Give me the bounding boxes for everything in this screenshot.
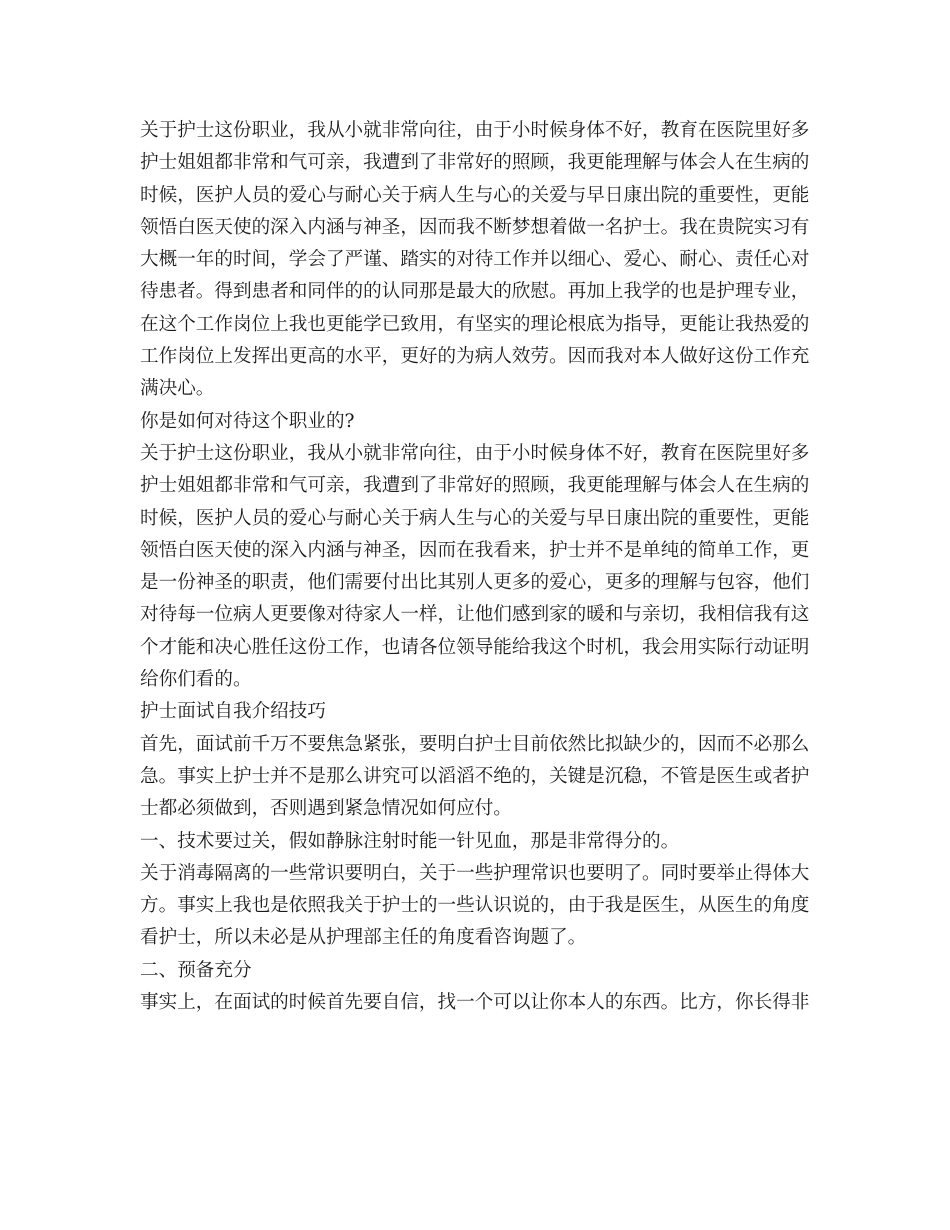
text-line: 看护士，所以未必是从护理部主任的角度看咨询题了。 bbox=[140, 927, 587, 949]
paragraph-5 bbox=[140, 987, 820, 1019]
text-line: 是一份神圣的职责，他们需要付出比其别人更多的爱心，更多的理解与包容，他们 bbox=[140, 572, 810, 594]
text-line: 对待每一位病人更要像对待家人一样，让他们感到家的暖和与亲切，我相信我有这 bbox=[140, 604, 810, 626]
text-line: 士都必须做到，否则遇到紧急情况如何应付。 bbox=[140, 798, 512, 820]
paragraph-2 bbox=[140, 438, 820, 696]
text-line: 领悟白医天使的深入内涵与神圣，因而在我看来，护士并不是单纯的简单工作，更 bbox=[140, 539, 810, 561]
text-line: 你是如何对待这个职业的? bbox=[140, 410, 355, 432]
text-line: 时候，医护人员的爱心与耐心关于病人生与心的关爱与早日康出院的重要性，更能 bbox=[140, 184, 810, 206]
text-line: 首先，面试前千万不要焦急紧张，要明白护士目前依然比拟缺少的，因而不必那么 bbox=[140, 733, 810, 755]
text-line: 二、预备充分 bbox=[140, 959, 252, 981]
text-line: 关于护士这份职业，我从小就非常向往，由于小时候身体不好，教育在医院里好多 bbox=[140, 442, 810, 464]
heading-preparation bbox=[140, 955, 820, 987]
text-line: 领悟白医天使的深入内涵与神圣，因而我不断梦想着做一名护士。我在贵院实习有 bbox=[140, 216, 810, 238]
text-line: 方。事实上我也是依照我关于护士的一些认识说的，由于我是医生，从医生的角度 bbox=[140, 895, 810, 917]
text-line: 护士姐姐都非常和气可亲，我遭到了非常好的照顾，我更能理解与体会人在生病的 bbox=[140, 475, 810, 497]
text-line: 满决心。 bbox=[140, 378, 215, 400]
text-line: 护士面试自我介绍技巧 bbox=[140, 701, 326, 723]
text-line: 大概一年的时间，学会了严谨、踏实的对待工作并以细心、爱心、耐心、责任心对 bbox=[140, 249, 810, 271]
paragraph-3 bbox=[140, 729, 820, 826]
text-line: 一、技术要过关，假如静脉注射时能一针见血，那是非常得分的。 bbox=[140, 830, 680, 852]
heading-technique bbox=[140, 826, 820, 858]
text-line: 时候，医护人员的爱心与耐心关于病人生与心的关爱与早日康出院的重要性，更能 bbox=[140, 507, 810, 529]
heading-interview-tips bbox=[140, 696, 820, 728]
text-line: 在这个工作岗位上我也更能学已致用，有坚实的理论根底为指导，更能让我热爱的 bbox=[140, 313, 810, 335]
text-line: 关于护士这份职业，我从小就非常向往，由于小时候身体不好，教育在医院里好多 bbox=[140, 120, 810, 141]
text-line: 护士姐姐都非常和气可亲，我遭到了非常好的照顾，我更能理解与体会人在生病的 bbox=[140, 152, 810, 174]
heading-how-to-treat-profession bbox=[140, 406, 820, 438]
text-line: 工作岗位上发挥出更高的水平，更好的为病人效劳。因而我对本人做好这份工作充 bbox=[140, 346, 810, 368]
text-line: 个才能和决心胜任这份工作，也请各位领导能给我这个时机，我会用实际行动证明 bbox=[140, 636, 810, 658]
text-line: 给你们看的。 bbox=[140, 669, 252, 691]
document-body bbox=[140, 115, 820, 1019]
text-line: 待患者。得到患者和同伴的的认同那是最大的欣慰。再加上我学的也是护理专业， bbox=[140, 281, 810, 303]
text-line: 关于消毒隔离的一些常识要明白，关于一些护理常识也要明了。同时要举止得体大 bbox=[140, 862, 810, 884]
text-line: 急。事实上护士并不是那么讲究可以滔滔不绝的，关键是沉稳，不管是医生或者护 bbox=[140, 765, 810, 787]
paragraph-4 bbox=[140, 858, 820, 955]
paragraph-1 bbox=[140, 115, 820, 406]
text-line: 事实上，在面试的时候首先要自信，找一个可以让你本人的东西。比方，你长得非 bbox=[140, 992, 810, 1014]
